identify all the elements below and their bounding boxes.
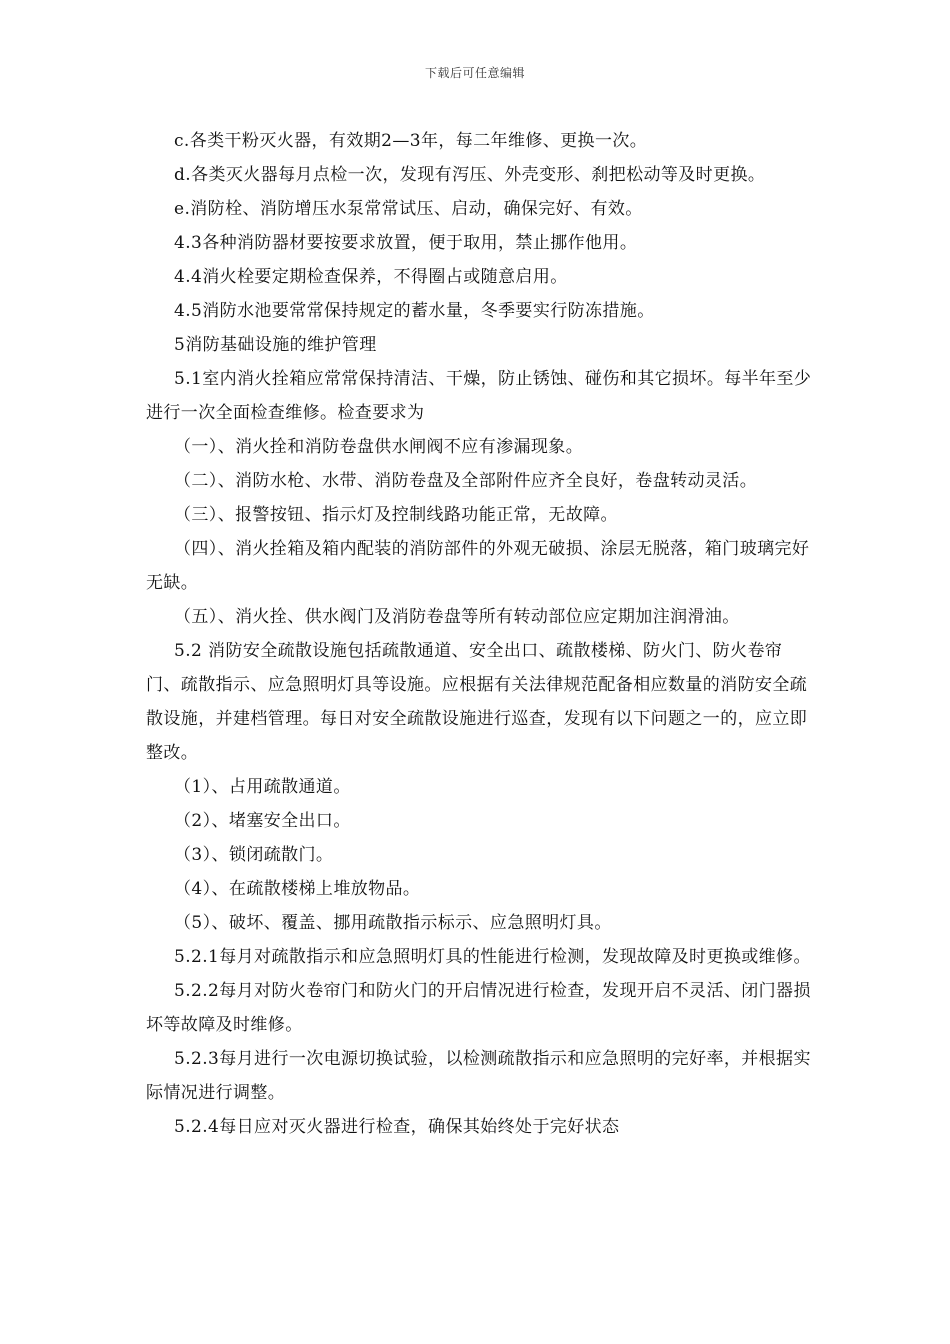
list-item-1: （一）、消火拴和消防卷盘供水闸阀不应有渗漏现象。 [174,437,584,457]
paragraph-4-3: 4.3各种消防器材要按要求放置，便于取用，禁止挪作他用。 [174,233,638,253]
issue-item-2: （2）、堵塞安全出口。 [174,811,351,831]
paragraph-5-2: 5.2 消防安全疏散设施包括疏散通道、安全出口、疏散楼梯、防火门、防火卷帘门、疏散指示、应急照明灯具等设施。应根据有关法律规范配备相应数量的消防安全疏散设施，并建档管理。每日对安全疏散设施进行巡查，发现有以下问题之一的，应立即整改。 [146,641,808,763]
paragraph-5-2-2: 5.2.2每月对防火卷帘门和防火门的开启情况进行检查，发现开启不灵活、闭门器损坏等故障及时维修。 [146,981,811,1035]
section-heading-5: 5消防基础设施的维护管理 [174,335,377,355]
paragraph-d-monthly-check: d.各类灭火器每月点检一次，发现有泻压、外壳变形、刹把松动等及时更换。 [174,165,766,185]
document-body [146,124,816,1144]
list-item-5: （五）、消火拴、供水阀门及消防卷盘等所有转动部位应定期加注润滑油。 [174,607,740,627]
paragraph-4-5: 4.5消防水池要常常保持规定的蓄水量，冬季要实行防冻措施。 [174,301,655,321]
paragraph-4-4: 4.4消火栓要定期检查保养，不得圈占或随意启用。 [174,267,568,287]
page-header: 下载后可任意编辑 [424,66,525,80]
paragraph-5-2-4: 5.2.4每日应对灭火器进行检查，确保其始终处于完好状态 [174,1117,620,1137]
list-item-3: （三）、报警按钮、指示灯及控制线路功能正常，无故障。 [174,505,618,525]
issue-item-5: （5）、破坏、覆盖、挪用疏散指示标示、应急照明灯具。 [174,913,612,933]
paragraph-c-dry-powder: c.各类干粉灭火器，有效期2—3年，每二年维修、更换一次。 [174,131,648,151]
paragraph-5-2-3: 5.2.3每月进行一次电源切换试验，以检测疏散指示和应急照明的完好率，并根据实际情况进行调整。 [146,1049,811,1103]
paragraph-5-1: 5.1室内消火拴箱应常常保持清洁、干燥，防止锈蚀、碰伤和其它损坏。每半年至少进行一次全面检查维修。检查要求为 [146,369,812,423]
list-item-2: （二）、消防水枪、水带、消防卷盘及全部附件应齐全良好，卷盘转动灵活。 [174,471,758,491]
issue-item-3: （3）、锁闭疏散门。 [174,845,334,865]
issue-item-4: （4）、在疏散楼梯上堆放物品。 [174,879,421,899]
paragraph-e-hydrant-pump: e.消防栓、消防增压水泵常常试压、启动，确保完好、有效。 [174,199,643,219]
issue-item-1: （1）、占用疏散通道。 [174,777,351,797]
paragraph-5-2-1: 5.2.1每月对疏散指示和应急照明灯具的性能进行检测，发现故障及时更换或维修。 [174,947,811,967]
list-item-4: （四）、消火拴箱及箱内配装的消防部件的外观无破损、涂层无脱落，箱门玻璃完好无缺。 [146,539,810,593]
